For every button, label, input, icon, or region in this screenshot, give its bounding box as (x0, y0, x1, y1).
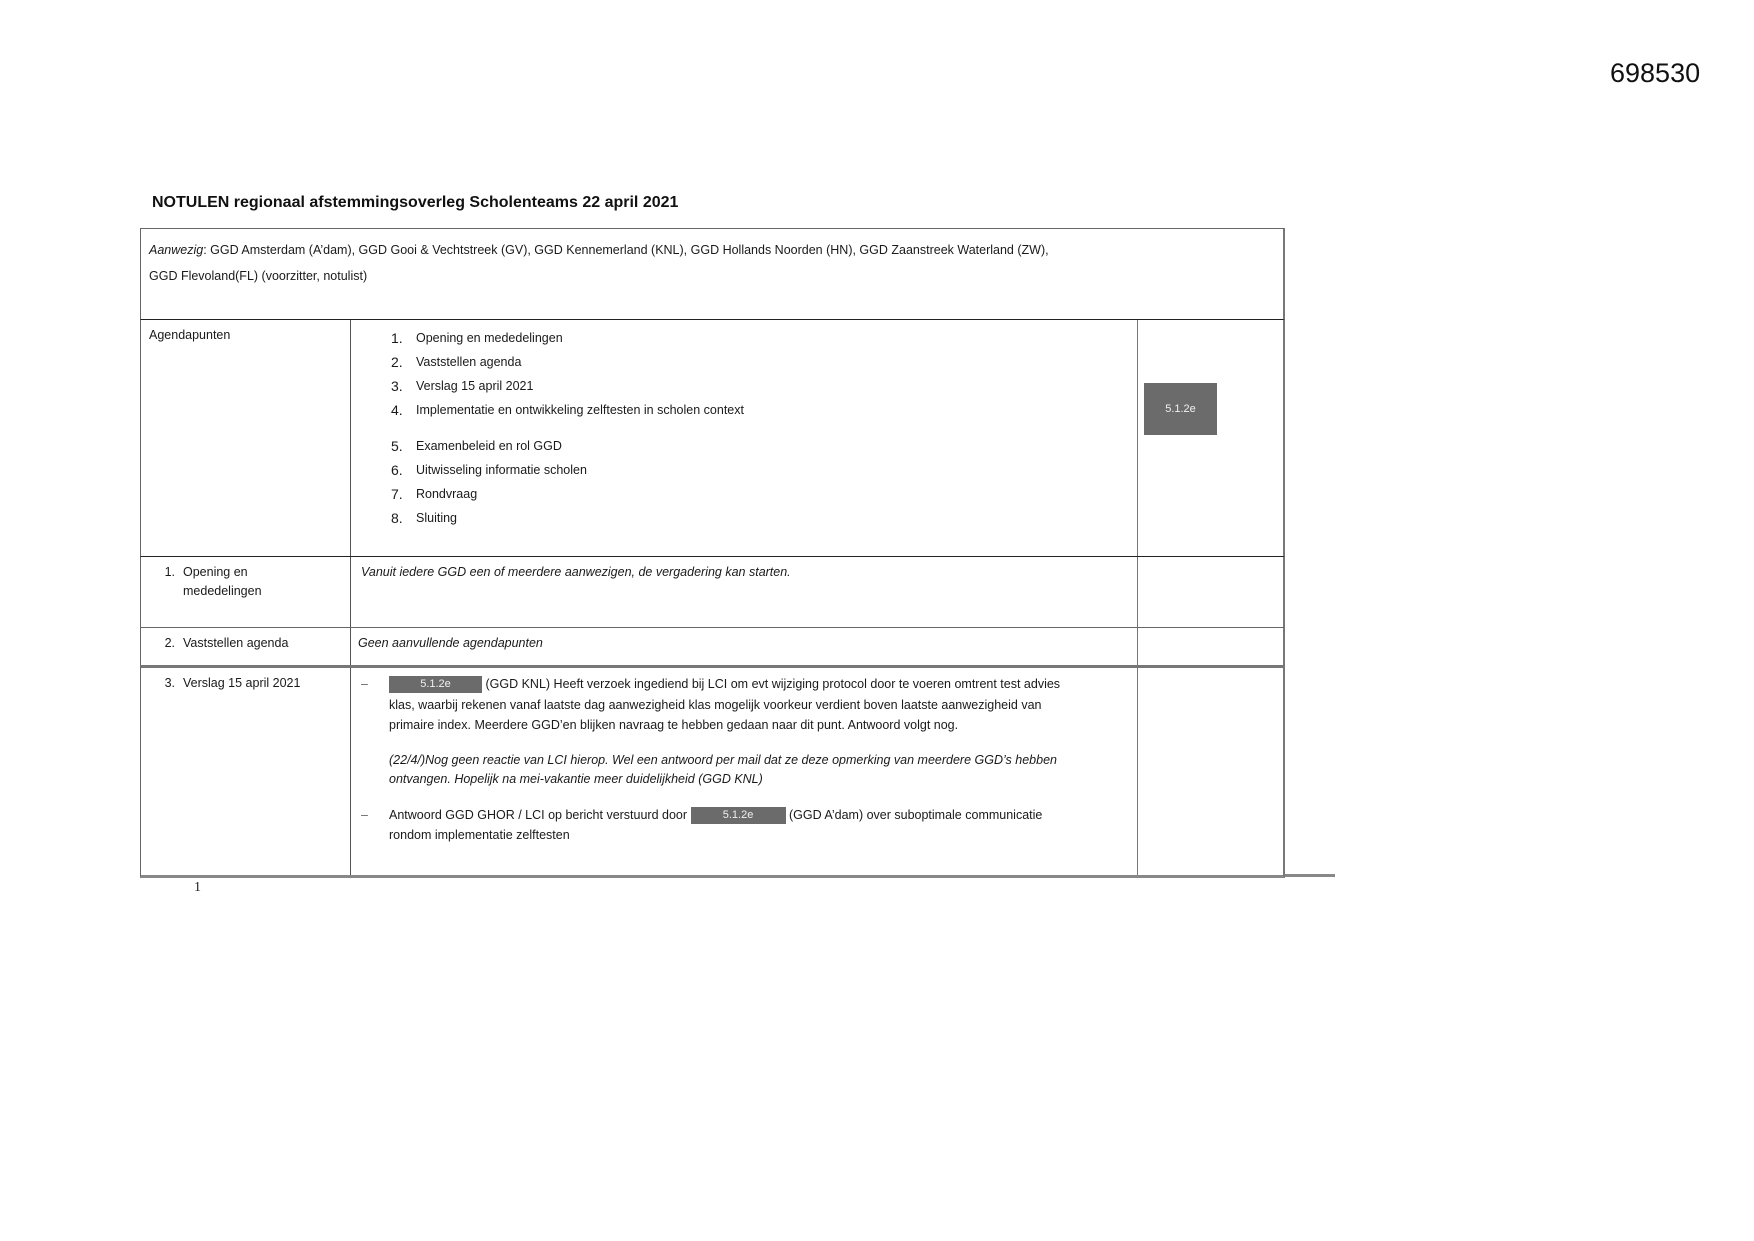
table-bottom-rule (1285, 874, 1335, 877)
attendance-row (140, 228, 1285, 319)
document-title: NOTULEN regionaal afstemmingsoverleg Scholenteams 22 april 2021 (152, 194, 679, 211)
minutes-table (140, 228, 1285, 878)
agenda-item: 7. Rondvraag (391, 486, 478, 502)
footnote-number: 1 (194, 880, 201, 895)
row-2-notes (1138, 628, 1283, 665)
agenda-item: 5. Examenbeleid en rol GGD (391, 438, 562, 454)
attendance-line-2: GGD Flevoland(FL) (voorzitter, notulist) (149, 269, 368, 283)
minutes-row-1 (140, 556, 1285, 627)
redaction-box: 5.1.2e (1144, 383, 1217, 435)
redaction-inline: 5.1.2e (389, 676, 482, 693)
agenda-label: Agendapunten (141, 320, 351, 556)
row-1-content: Vanuit iedere GGD een of meerdere aanwezigen, de vergadering kan starten. (351, 557, 1138, 627)
minutes-row-2 (140, 627, 1285, 665)
row-3-content (351, 668, 1138, 875)
document-id: 698530 (1610, 58, 1701, 88)
row-3-notes (1138, 668, 1283, 875)
bullet-item-2: – Antwoord GGD GHOR / LCI op bericht verstuurd door 5.1.2e (GGD A’dam) over suboptimale communicatie rondom implementatie zelftesten (361, 807, 1043, 842)
attendance-line-1: Aanwezig: GGD Amsterdam (A’dam), GGD Gooi & Vechtstreek (GV), GGD Kennemerland (KNL), GGD Hollands Noorden (HN), GGD Zaanstreek Waterland (ZW), (149, 243, 1049, 257)
agenda-item: 4. Implementatie en ontwikkeling zelftesten in scholen context (391, 402, 744, 418)
agenda-item: 3. Verslag 15 april 2021 (391, 378, 534, 394)
row-2-label: 2. Vaststellen agenda (141, 628, 351, 665)
agenda-item: 1. Opening en mededelingen (391, 330, 563, 346)
agenda-list (361, 326, 1127, 530)
minutes-row-3 (140, 665, 1285, 878)
follow-up-note: (22/4/)Nog geen reactie van LCI hierop. Wel een antwoord per mail dat ze deze opmerking van meerdere GGD’s hebben ontvangen. Hopelijk na mei-vakantie meer duidelijkheid (GGD KNL) (389, 752, 1057, 786)
agenda-notes-cell (1138, 320, 1283, 556)
agenda-item: 2. Vaststellen agenda (391, 354, 522, 370)
attendance-label: Aanwezig (149, 243, 204, 257)
bullet-item-1: – 5.1.2e (GGD KNL) Heeft verzoek ingediend bij LCI om evt wijziging protocol door te voeren omtrent test advies klas, waarbij rekenen vanaf laatste dag aanwezigheid klas mogelijk voorkeur verdient boven laatste aanwezigheid van primaire index. Meerdere GGD’en blijken navraag te hebben gedaan naar dit punt. Antwoord volgt nog. (361, 677, 1061, 732)
row-3-label: 3. Verslag 15 april 2021 (141, 668, 351, 875)
row-2-content: Geen aanvullende agendapunten (351, 628, 1138, 665)
agenda-row (140, 319, 1285, 556)
agenda-item: 8. Sluiting (391, 510, 457, 526)
row-1-label: 1. Opening en mededelingen (141, 557, 351, 627)
row-1-notes (1138, 557, 1283, 627)
agenda-list-cell (351, 320, 1138, 556)
redaction-inline: 5.1.2e (691, 807, 786, 824)
agenda-item: 6. Uitwisseling informatie scholen (391, 462, 587, 478)
